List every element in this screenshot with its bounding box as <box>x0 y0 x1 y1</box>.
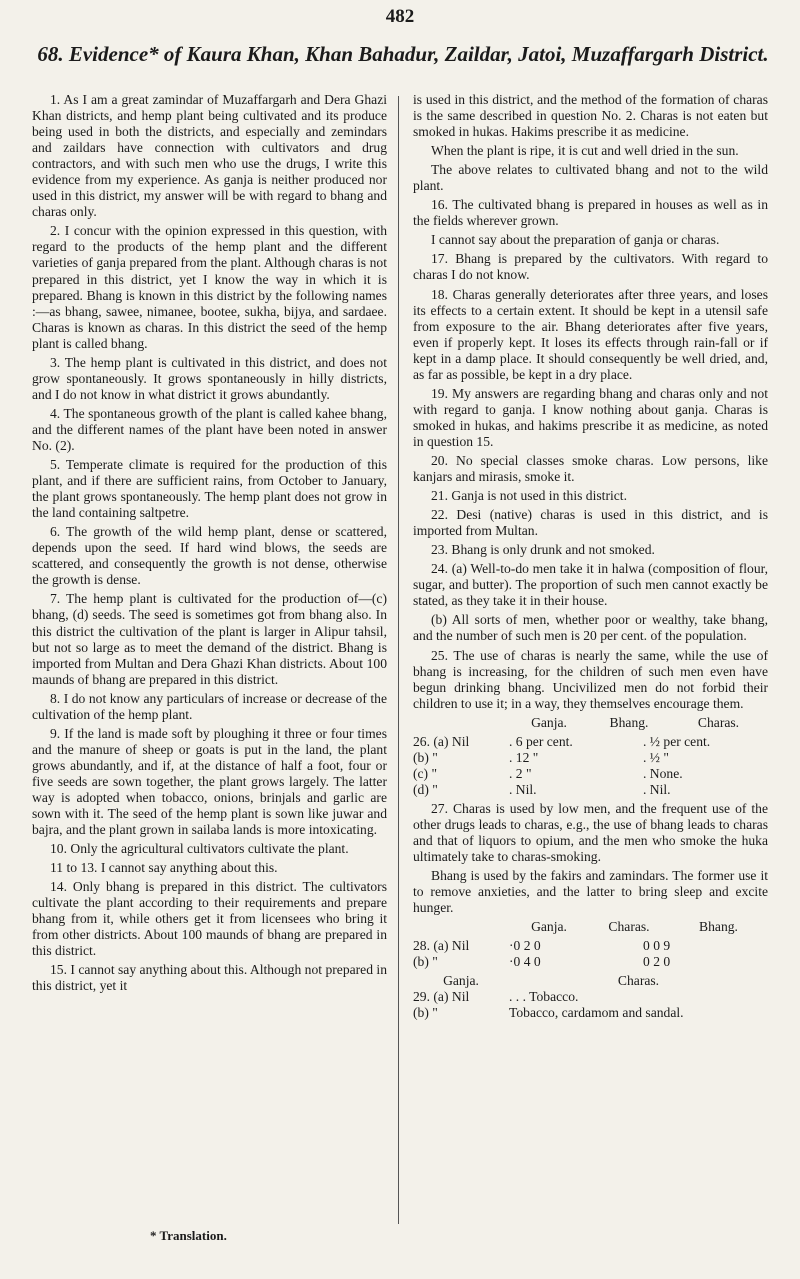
right-column <box>413 92 768 1025</box>
paragraph: 7. The hemp plant is cultivated for the production of—(c) bhang, (d) seeds. The seed is sometimes got from bhang also. In this district the cultivation of the plant is larger in Alipur tahsil, but not so large as to meet the demand of the district. Bhang is imported from Multan and Dera Ghazi Khan districts. About 100 maunds of bhang are prepared in this district. <box>32 591 387 687</box>
table-header-cell <box>413 715 509 731</box>
table-cell: 0 2 0 <box>643 954 671 970</box>
paragraph: When the plant is ripe, it is cut and well dried in the sun. <box>431 143 739 159</box>
table-cell: (c) " <box>413 765 438 781</box>
paragraph: 21. Ganja is not used in this district. <box>431 488 627 504</box>
table-cell: . 12 " <box>509 749 539 765</box>
paragraph: 17. Bhang is prepared by the cultivators. With regard to charas I do not know. <box>413 251 768 283</box>
table-cell: 26. (a) Nil <box>413 733 470 749</box>
paragraph: 22. Desi (native) charas is used in this district, and is imported from Multan. <box>413 507 768 539</box>
table-header-cell: Ganja. <box>531 919 567 935</box>
table-cell: . None. <box>643 765 683 781</box>
table-header-cell: Charas. <box>617 973 660 989</box>
table-cell: . 2 " <box>509 765 532 781</box>
table-header-cell: Bhang. <box>609 714 649 730</box>
paragraph: 14. Only bhang is prepared in this district. The cultivators cultivate the plant according to their requirements and prepare bhang from it, while others get it from licensees who bring it from other districts. About 100 maunds of bhang are prepared in this district. <box>32 879 387 959</box>
table-cell: . 6 per cent. <box>509 733 573 749</box>
document-heading: 68. Evidence* of Kaura Khan, Khan Bahadur, Zaildar, Jatoi, Muzaffargarh District. <box>37 42 769 66</box>
table-header-cell: Bhang. <box>699 919 738 935</box>
table-cell: ·0 4 0 <box>509 954 541 970</box>
footnote: * Translation. <box>150 1228 227 1243</box>
left-column <box>32 92 387 995</box>
paragraph: 10. Only the agricultural cultivators cultivate the plant. <box>50 841 349 857</box>
table-answer-29 <box>413 973 768 1021</box>
paragraph: 11 to 13. I cannot say anything about this. <box>50 860 278 876</box>
table-cell: . Nil. <box>643 781 671 797</box>
table-answer-26 <box>413 715 768 731</box>
table-cell: (d) " <box>413 781 438 797</box>
table-cell: . . . Tobacco. <box>509 989 579 1005</box>
table-answer-28 <box>413 919 768 935</box>
table-header-cell: Ganja. <box>443 973 479 989</box>
table-cell: . Nil. <box>509 781 537 797</box>
paragraph: 24. (a) Well-to-do men take it in halwa (composition of flour, sugar, and butter). The proportion of such men cannot exactly be stated, as they take it in their house. <box>413 561 768 609</box>
paragraph: 8. I do not know any particulars of increase or decrease of the cultivation of the hemp plant. <box>32 690 387 722</box>
table-header-cell: Ganja. <box>531 714 567 730</box>
paragraph: 2. I concur with the opinion expressed in this question, with regard to the products of the hemp plant and the different varieties of ganja prepared from the plant. Although charas is not prepared in this district, yet I know the way in which it is prepared. Bhang is known in this district by the following names :—as bhang, sawee, nimanee, bootee, sukha, bijya, and sardaee. Charas is known as charas. In this district the seed of the hemp plant is called bhang. <box>32 223 387 351</box>
table-cell: (b) " <box>413 749 438 765</box>
paragraph: 15. I cannot say anything about this. Although not prepared in this district, yet it <box>32 962 387 994</box>
paragraph: 20. No special classes smoke charas. Low persons, like kanjars and mirasis, smoke it. <box>413 452 768 485</box>
page-number: 482 <box>385 6 415 27</box>
table-cell: (b) " <box>413 954 438 970</box>
table-cell: (b) " <box>413 1005 438 1021</box>
paragraph: 6. The growth of the wild hemp plant, dense or scattered, depends upon the seed. If hard wind blows, the seeds are scattered, and consequently the growth is not dense, otherwise the growth is dense. <box>32 524 387 588</box>
paragraph: 23. Bhang is only drunk and not smoked. <box>431 542 655 558</box>
paragraph: 27. Charas is used by low men, and the frequent use of the other drugs leads to charas, e.g., the use of bhang leads to charas and that of liquors to opium, and the men who smoke the huka ultimately take to charas-smoking. <box>413 800 768 865</box>
table-cell: Tobacco, cardamom and sandal. <box>509 1005 684 1021</box>
paragraph: 4. The spontaneous growth of the plant is called kahee bhang, and the different names of the plant have been noted in answer No. (2). <box>32 405 387 453</box>
table-header-cell <box>413 919 509 935</box>
paragraph: 3. The hemp plant is cultivated in this district, and does not grow spontaneously. It grows spontaneously in hilly districts, and I do not know in what district it grows abundantly. <box>32 354 387 402</box>
column-divider <box>398 96 399 1224</box>
paragraph: The above relates to cultivated bhang and not to the wild plant. <box>413 162 768 194</box>
table-header-cell: Charas. <box>697 714 740 730</box>
table-answer-26-rows <box>413 734 768 798</box>
paragraph: I cannot say about the preparation of ganja or charas. <box>431 232 720 248</box>
paragraph: 25. The use of charas is nearly the same, while the use of bhang is increasing, for the children of such men even have begun drinking bhang. Uncivilized men do not forbid their children to use it; in a way, they themselves encourage them. <box>413 647 768 711</box>
paragraph: 16. The cultivated bhang is prepared in houses as well as in the fields wherever grown. <box>413 197 768 229</box>
paragraph: 9. If the land is made soft by ploughing it three or four times and the manure of sheep or goats is put in the land, the plant grows abundantly, and if, at the distance of half a foot, four or five seeds are sown together, the plant grows largely. The latter way is adopted when tobacco, onions, brinjals and garlic are sown with it. The seed of the hemp plant is sown like juwar and bajra, and the plant grown in sailaba lands is more intoxicating. <box>32 725 387 838</box>
paragraph: is used in this district, and the method of the formation of charas is the same described in question No. 2. Charas is not eaten but smoked in hukas. Hakims prescribe it as medicine. <box>413 92 768 140</box>
table-cell: 0 0 9 <box>643 938 671 954</box>
paragraph: 1. As I am a great zamindar of Muzaffargarh and Dera Ghazi Khan districts, and hemp plant being cultivated and its produce being used in both the districts, and especially and zemindars and zaildars have connection with cultivators and drug contractors, and with such men who use the drugs, I write this evidence from my experience. As ganja is neither produced nor used in this district, my answer will be with regard to bhang and charas only. <box>32 92 387 220</box>
paragraph: 18. Charas generally deteriorates after three years, and loses its effects to a certain extent. It should be kept in a utensil safe from exposure to the air. Bhang deteriorates after five years, even if properly kept. It loses its effects through rain-fall or if kept in a damp place. It should consequently be well dried, and, as far as possible, be kept in a dry place. <box>413 286 768 382</box>
table-cell: ·0 2 0 <box>509 938 541 954</box>
paragraph: 5. Temperate climate is required for the production of this plant, and if there are sufficient rains, from October to January, the plant grows spontaneously. The hemp plant does not grow in the land containing saltpetre. <box>32 457 387 521</box>
table-cell: 28. (a) Nil <box>413 938 470 954</box>
paragraph: Bhang is used by the fakirs and zamindars. The former use it to remove anxieties, and the latter to bring sleep and excite hunger. <box>413 868 768 916</box>
paragraph: 19. My answers are regarding bhang and charas only and not with regard to ganja. I know nothing about ganja. Charas is smoked in hukas, and hakims prescribe it as medicine, as noted in question 15. <box>413 385 768 449</box>
table-cell: . ½ " <box>643 749 669 765</box>
table-cell: . ½ per cent. <box>643 733 711 749</box>
table-answer-28-rows <box>413 938 768 970</box>
table-cell: 29. (a) Nil <box>413 989 470 1005</box>
paragraph: (b) All sorts of men, whether poor or wealthy, take bhang, and the number of such men is 20 per cent. of the population. <box>413 612 768 644</box>
table-header-cell: Charas. <box>608 919 650 935</box>
